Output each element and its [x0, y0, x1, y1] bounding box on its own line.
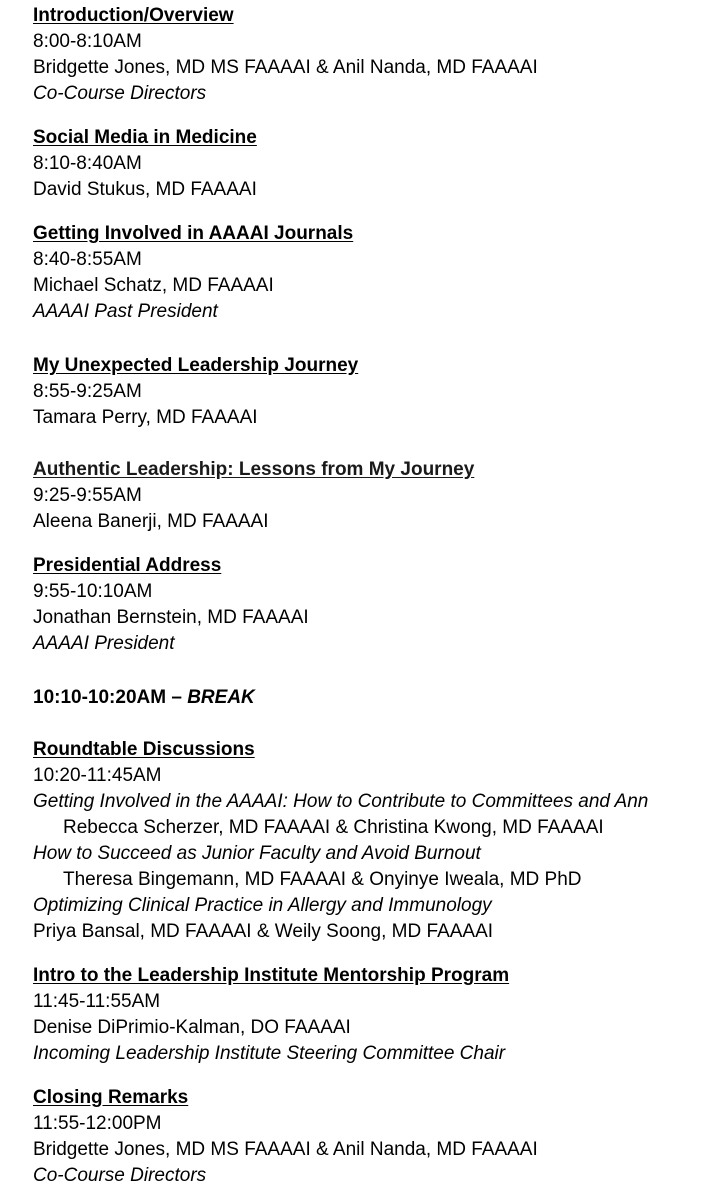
session-time: 11:45-11:55AM [33, 991, 161, 1012]
break-time: 10:10-10:20AM – [33, 687, 188, 708]
session-roundtable [33, 737, 717, 945]
session-time: 11:55-12:00PM [33, 1113, 162, 1134]
roundtable-topic: How to Succeed as Junior Faculty and Avoid Burnout [33, 843, 481, 864]
session-authentic-leadership [33, 457, 717, 535]
session-title: Roundtable Discussions [33, 739, 255, 760]
session-journals [33, 221, 717, 325]
session-speakers: David Stukus, MD FAAAAI [33, 179, 257, 200]
session-title: Introduction/Overview [33, 5, 234, 26]
session-time: 9:55-10:10AM [33, 581, 153, 602]
session-presidential-address [33, 553, 717, 657]
session-title: Presidential Address [33, 555, 222, 576]
session-role: Co-Course Directors [33, 1165, 207, 1186]
session-time: 9:25-9:55AM [33, 485, 142, 506]
session-title: Authentic Leadership: Lessons from My Journey [33, 459, 475, 480]
session-speakers: Jonathan Bernstein, MD FAAAAI [33, 607, 309, 628]
session-introduction [33, 3, 717, 107]
session-title: Intro to the Leadership Institute Mentorship Program [33, 965, 510, 986]
session-speakers: Bridgette Jones, MD MS FAAAAI & Anil Nanda, MD FAAAAI [33, 1139, 538, 1160]
session-speakers: Tamara Perry, MD FAAAAI [33, 407, 258, 428]
session-title: Social Media in Medicine [33, 127, 257, 148]
break-label: BREAK [187, 687, 255, 708]
session-mentorship-program [33, 963, 717, 1067]
roundtable-topic: Getting Involved in the AAAAI: How to Contribute to Committees and Ann [33, 791, 649, 812]
session-time: 8:00-8:10AM [33, 31, 142, 52]
session-role: AAAAI Past President [33, 301, 218, 322]
session-role: AAAAI President [33, 633, 175, 654]
session-speakers: Michael Schatz, MD FAAAAI [33, 275, 274, 296]
agenda-page [33, 3, 717, 1189]
session-title: Getting Involved in AAAAI Journals [33, 223, 354, 244]
session-time: 8:40-8:55AM [33, 249, 142, 270]
session-time: 8:10-8:40AM [33, 153, 142, 174]
session-role: Co-Course Directors [33, 83, 207, 104]
roundtable-speakers: Theresa Bingemann, MD FAAAAI & Onyinye Iweala, MD PhD [63, 869, 582, 890]
roundtable-topic: Optimizing Clinical Practice in Allergy and Immunology [33, 895, 492, 916]
session-time: 8:55-9:25AM [33, 381, 142, 402]
session-speakers: Aleena Banerji, MD FAAAAI [33, 511, 269, 532]
session-social-media [33, 125, 717, 203]
session-role: Incoming Leadership Institute Steering Committee Chair [33, 1043, 506, 1064]
roundtable-speakers: Priya Bansal, MD FAAAAI & Weily Soong, MD FAAAAI [33, 921, 494, 942]
break-line [33, 685, 717, 711]
session-closing-remarks [33, 1085, 717, 1189]
session-title: My Unexpected Leadership Journey [33, 355, 359, 376]
session-title: Closing Remarks [33, 1087, 189, 1108]
session-speakers: Bridgette Jones, MD MS FAAAAI & Anil Nanda, MD FAAAAI [33, 57, 538, 78]
session-leadership-journey [33, 353, 717, 431]
session-time: 10:20-11:45AM [33, 765, 162, 786]
roundtable-speakers: Rebecca Scherzer, MD FAAAAI & Christina Kwong, MD FAAAAI [63, 817, 604, 838]
session-speakers: Denise DiPrimio-Kalman, DO FAAAAI [33, 1017, 351, 1038]
